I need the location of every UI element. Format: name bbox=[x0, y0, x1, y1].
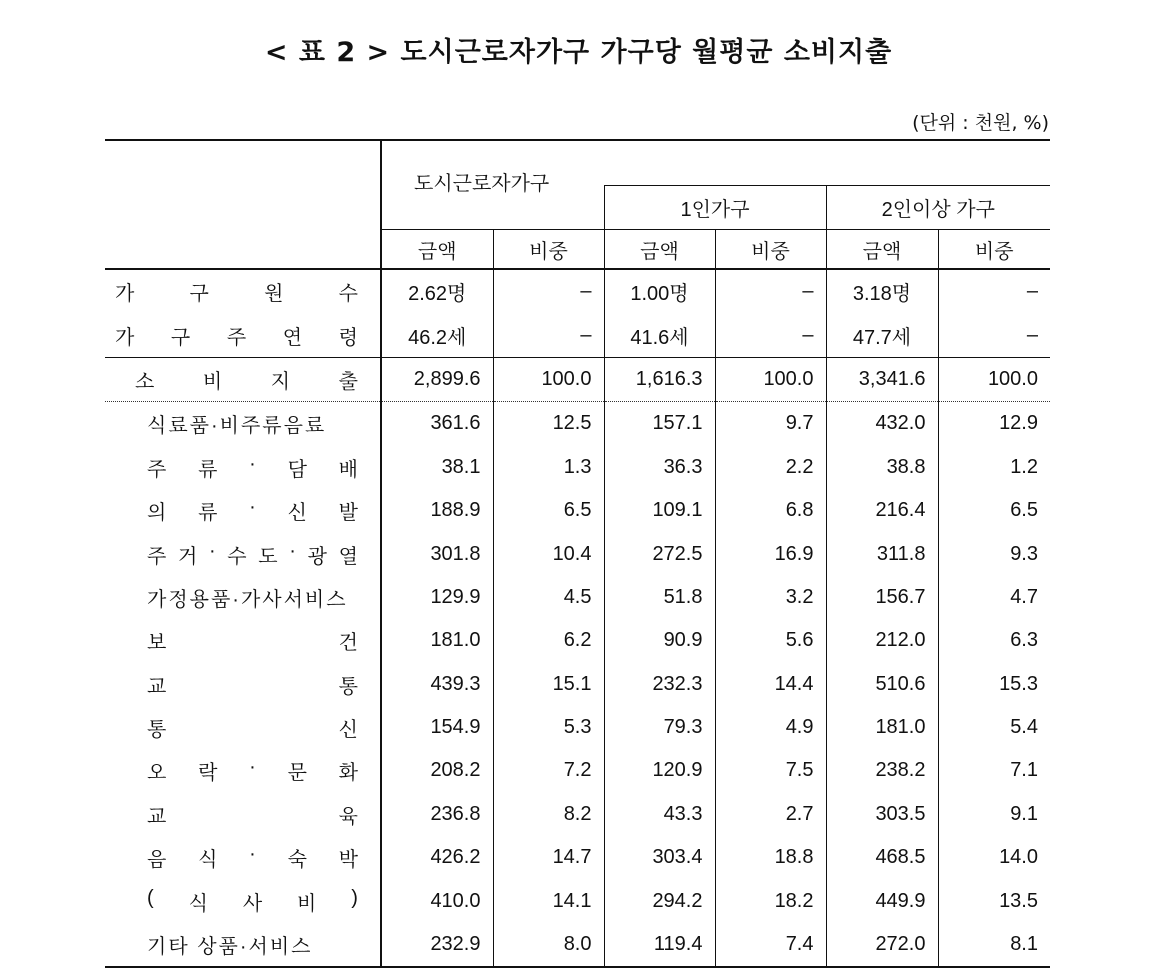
cell-share: 9.7 bbox=[715, 402, 826, 446]
cell-amount: 3.18명 bbox=[826, 269, 938, 313]
cell-share: 5.6 bbox=[715, 619, 826, 662]
row-label: 기타 상품·서비스 bbox=[105, 923, 381, 967]
cell-share: 9.1 bbox=[938, 793, 1050, 836]
label-glyph: · bbox=[249, 496, 256, 519]
cell-share: 5.4 bbox=[938, 706, 1050, 749]
cell-amount: 43.3 bbox=[604, 793, 715, 836]
cell-share: 15.3 bbox=[938, 663, 1050, 706]
cell-share: 2.2 bbox=[715, 446, 826, 489]
label-glyph: · bbox=[249, 843, 256, 866]
cell-share: – bbox=[938, 269, 1050, 313]
cell-share: 6.8 bbox=[715, 489, 826, 532]
cell-share: 12.5 bbox=[493, 402, 604, 446]
table-row bbox=[105, 446, 1050, 489]
header-share: 비중 bbox=[493, 230, 604, 270]
row-label bbox=[105, 532, 381, 575]
table-row bbox=[105, 749, 1050, 792]
label-glyph: 출 bbox=[338, 370, 358, 393]
cell-amount: 426.2 bbox=[381, 836, 493, 879]
cell-amount: 3,341.6 bbox=[826, 357, 938, 401]
cell-share: 14.4 bbox=[715, 663, 826, 706]
cell-share: 15.1 bbox=[493, 663, 604, 706]
cell-amount: 432.0 bbox=[826, 402, 938, 446]
cell-amount: 119.4 bbox=[604, 923, 715, 967]
table-row bbox=[105, 532, 1050, 575]
row-label bbox=[105, 706, 381, 749]
cell-amount: 47.7세 bbox=[826, 313, 938, 357]
label-glyph: 신 bbox=[338, 719, 358, 742]
label-glyph: ) bbox=[351, 886, 358, 909]
row-label bbox=[105, 313, 381, 357]
cell-share: 4.5 bbox=[493, 576, 604, 619]
cell-amount: 468.5 bbox=[826, 836, 938, 879]
header-group-multi: 2인이상 가구 bbox=[826, 186, 1050, 230]
cell-share: – bbox=[715, 313, 826, 357]
cell-share: 8.0 bbox=[493, 923, 604, 967]
cell-amount: 188.9 bbox=[381, 489, 493, 532]
cell-amount: 301.8 bbox=[381, 532, 493, 575]
cell-amount: 294.2 bbox=[604, 879, 715, 922]
cell-share: 2.7 bbox=[715, 793, 826, 836]
label-glyph: 오 bbox=[147, 762, 167, 785]
table-row bbox=[105, 269, 1050, 313]
header-spacer bbox=[604, 140, 1050, 186]
cell-share: 7.2 bbox=[493, 749, 604, 792]
table-row bbox=[105, 706, 1050, 749]
cell-amount: 90.9 bbox=[604, 619, 715, 662]
cell-amount: 38.1 bbox=[381, 446, 493, 489]
label-glyph: 발 bbox=[338, 502, 358, 525]
header-amount: 금액 bbox=[604, 230, 715, 270]
cell-amount: 2.62명 bbox=[381, 269, 493, 313]
row-label bbox=[105, 663, 381, 706]
row-label: 가정용품·가사서비스 bbox=[147, 588, 348, 611]
cell-amount: 154.9 bbox=[381, 706, 493, 749]
label-glyph: 보 bbox=[147, 632, 167, 655]
table-row bbox=[105, 402, 1050, 446]
cell-share: – bbox=[938, 313, 1050, 357]
cell-amount: 272.0 bbox=[826, 923, 938, 967]
cell-share: 14.1 bbox=[493, 879, 604, 922]
label-glyph: 의 bbox=[147, 502, 167, 525]
label-glyph: 가 bbox=[115, 326, 135, 349]
label-glyph: 식 bbox=[198, 849, 218, 872]
cell-amount: 232.9 bbox=[381, 923, 493, 967]
cell-amount: 2,899.6 bbox=[381, 357, 493, 401]
label-glyph: 통 bbox=[338, 675, 358, 698]
cell-share: 8.1 bbox=[938, 923, 1050, 967]
cell-share: 1.3 bbox=[493, 446, 604, 489]
table-row bbox=[105, 836, 1050, 879]
cell-amount: 410.0 bbox=[381, 879, 493, 922]
header-amount: 금액 bbox=[381, 230, 493, 270]
cell-amount: 1,616.3 bbox=[604, 357, 715, 401]
cell-share: 6.2 bbox=[493, 619, 604, 662]
cell-share: 7.4 bbox=[715, 923, 826, 967]
cell-share: 13.5 bbox=[938, 879, 1050, 922]
label-glyph: 류 bbox=[198, 502, 218, 525]
cell-amount: 1.00명 bbox=[604, 269, 715, 313]
cell-amount: 212.0 bbox=[826, 619, 938, 662]
cell-amount: 236.8 bbox=[381, 793, 493, 836]
cell-amount: 120.9 bbox=[604, 749, 715, 792]
cell-amount: 232.3 bbox=[604, 663, 715, 706]
label-glyph: 연 bbox=[282, 326, 303, 349]
cell-share: 5.3 bbox=[493, 706, 604, 749]
label-glyph: 주 bbox=[226, 326, 247, 349]
label-glyph: · bbox=[208, 539, 216, 562]
label-glyph: · bbox=[249, 452, 256, 475]
cell-amount: 303.4 bbox=[604, 836, 715, 879]
cell-share: 100.0 bbox=[715, 357, 826, 401]
header-amount: 금액 bbox=[826, 230, 938, 270]
label-glyph: 음 bbox=[147, 849, 167, 872]
cell-amount: 38.8 bbox=[826, 446, 938, 489]
label-glyph: 수 bbox=[338, 283, 358, 306]
cell-amount: 79.3 bbox=[604, 706, 715, 749]
table-row bbox=[105, 923, 1050, 967]
cell-amount: 311.8 bbox=[826, 532, 938, 575]
label-glyph: 류 bbox=[198, 458, 218, 481]
cell-share: 14.7 bbox=[493, 836, 604, 879]
label-glyph: 교 bbox=[147, 805, 167, 828]
row-label bbox=[105, 619, 381, 662]
cell-amount: 439.3 bbox=[381, 663, 493, 706]
cell-share: 3.2 bbox=[715, 576, 826, 619]
table-row bbox=[105, 619, 1050, 662]
cell-amount: 208.2 bbox=[381, 749, 493, 792]
label-glyph: 구 bbox=[170, 326, 191, 349]
label-glyph: 거 bbox=[177, 545, 198, 568]
label-glyph: 열 bbox=[338, 545, 358, 568]
table-row bbox=[105, 313, 1050, 357]
label-glyph: 문 bbox=[287, 762, 307, 785]
cell-share: 12.9 bbox=[938, 402, 1050, 446]
row-label bbox=[105, 446, 381, 489]
cell-amount: 156.7 bbox=[826, 576, 938, 619]
cell-amount: 41.6세 bbox=[604, 313, 715, 357]
cell-share: 16.9 bbox=[715, 532, 826, 575]
table-row bbox=[105, 879, 1050, 922]
cell-share: 18.8 bbox=[715, 836, 826, 879]
row-label bbox=[105, 836, 381, 879]
table-row bbox=[105, 489, 1050, 532]
header-share: 비중 bbox=[938, 230, 1050, 270]
label-glyph: 신 bbox=[287, 502, 307, 525]
spending-table bbox=[105, 139, 1050, 968]
cell-amount: 157.1 bbox=[604, 402, 715, 446]
cell-share: 9.3 bbox=[938, 532, 1050, 575]
label-glyph: 가 bbox=[115, 283, 135, 306]
header-share: 비중 bbox=[715, 230, 826, 270]
row-label bbox=[105, 489, 381, 532]
table-row bbox=[105, 576, 1050, 619]
label-glyph: 구 bbox=[189, 283, 209, 306]
label-glyph: 숙 bbox=[287, 849, 307, 872]
cell-share: 6.5 bbox=[938, 489, 1050, 532]
row-label bbox=[105, 749, 381, 792]
label-glyph: 원 bbox=[264, 283, 284, 306]
cell-share: – bbox=[493, 269, 604, 313]
cell-share: – bbox=[493, 313, 604, 357]
cell-share: 18.2 bbox=[715, 879, 826, 922]
cell-amount: 303.5 bbox=[826, 793, 938, 836]
label-glyph: 주 bbox=[147, 545, 167, 568]
label-glyph: 사 bbox=[242, 892, 263, 915]
cell-share: 7.1 bbox=[938, 749, 1050, 792]
label-glyph: 담 bbox=[287, 458, 307, 481]
cell-share: 100.0 bbox=[493, 357, 604, 401]
table-row bbox=[105, 663, 1050, 706]
cell-amount: 129.9 bbox=[381, 576, 493, 619]
page-title: < 표 2 > 도시근로자가구 가구당 월평균 소비지출 bbox=[264, 37, 893, 68]
unit-note: (단위 : 천원, %) bbox=[912, 112, 1049, 134]
label-glyph: 배 bbox=[338, 458, 358, 481]
label-glyph: 박 bbox=[338, 849, 358, 872]
cell-share: 14.0 bbox=[938, 836, 1050, 879]
row-label bbox=[105, 269, 381, 313]
header-group-all: 도시근로자가구 bbox=[381, 140, 604, 230]
cell-amount: 272.5 bbox=[604, 532, 715, 575]
cell-share: 100.0 bbox=[938, 357, 1050, 401]
table-row bbox=[105, 793, 1050, 836]
cell-amount: 361.6 bbox=[381, 402, 493, 446]
header-corner bbox=[105, 140, 381, 269]
cell-share: 6.5 bbox=[493, 489, 604, 532]
cell-amount: 510.6 bbox=[826, 663, 938, 706]
row-label bbox=[105, 879, 381, 922]
label-glyph: 교 bbox=[147, 675, 167, 698]
label-glyph: 건 bbox=[338, 632, 358, 655]
label-glyph: 비 bbox=[202, 370, 223, 393]
cell-amount: 46.2세 bbox=[381, 313, 493, 357]
cell-amount: 109.1 bbox=[604, 489, 715, 532]
cell-amount: 51.8 bbox=[604, 576, 715, 619]
cell-amount: 181.0 bbox=[381, 619, 493, 662]
cell-amount: 181.0 bbox=[826, 706, 938, 749]
label-glyph: · bbox=[289, 539, 296, 562]
label-glyph: 비 bbox=[297, 892, 317, 915]
label-glyph: 도 bbox=[258, 545, 278, 568]
cell-share: 7.5 bbox=[715, 749, 826, 792]
label-glyph: 령 bbox=[338, 326, 358, 349]
label-glyph: · bbox=[249, 756, 256, 779]
label-glyph: 락 bbox=[198, 762, 218, 785]
cell-share: – bbox=[715, 269, 826, 313]
cell-share: 6.3 bbox=[938, 619, 1050, 662]
cell-share: 10.4 bbox=[493, 532, 604, 575]
label-glyph: 화 bbox=[338, 762, 358, 785]
cell-share: 4.7 bbox=[938, 576, 1050, 619]
cell-share: 8.2 bbox=[493, 793, 604, 836]
row-label bbox=[105, 357, 381, 401]
cell-amount: 216.4 bbox=[826, 489, 938, 532]
label-glyph: 식 bbox=[188, 892, 208, 915]
row-label: 식료품·비주류음료 bbox=[147, 415, 327, 438]
label-glyph: 지 bbox=[270, 370, 291, 393]
cell-amount: 238.2 bbox=[826, 749, 938, 792]
table-row bbox=[105, 357, 1050, 401]
label-glyph: 수 bbox=[227, 545, 247, 568]
label-glyph: 광 bbox=[307, 545, 327, 568]
label-glyph: ( bbox=[147, 886, 154, 909]
label-glyph: 육 bbox=[338, 805, 358, 828]
cell-share: 4.9 bbox=[715, 706, 826, 749]
header-group-single: 1인가구 bbox=[604, 186, 826, 230]
cell-amount: 36.3 bbox=[604, 446, 715, 489]
row-label bbox=[105, 793, 381, 836]
label-glyph: 통 bbox=[147, 719, 167, 742]
cell-amount: 449.9 bbox=[826, 879, 938, 922]
cell-share: 1.2 bbox=[938, 446, 1050, 489]
label-glyph: 주 bbox=[147, 458, 167, 481]
label-glyph: 소 bbox=[135, 370, 155, 393]
